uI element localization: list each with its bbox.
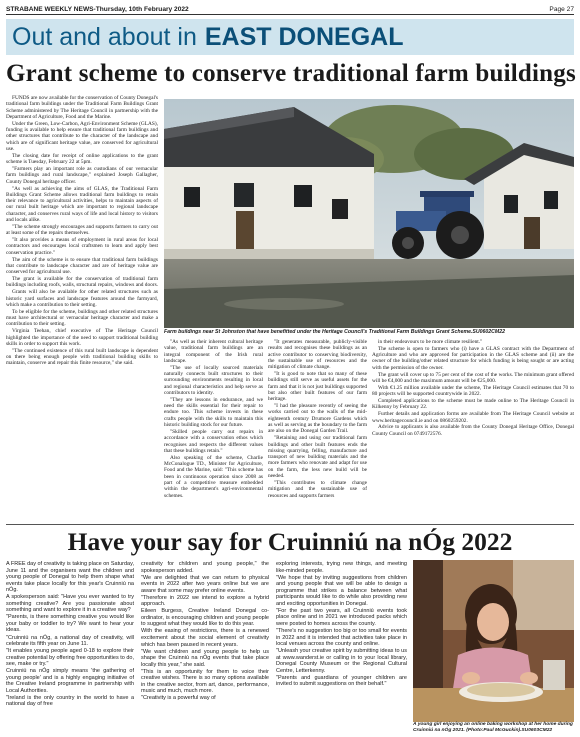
article2-headline: Have your say for Cruinniú na nÓg 2022	[67, 527, 513, 556]
paragraph: FUNDS are now available for the conservation of County Donegal's traditional farm buildings under the Traditional Farm Buildings Grant Scheme administered by The Heritage Council in partnership with the Department of Agriculture, Food and the Marine.	[6, 95, 158, 120]
paragraph: "This is an opportunity for them to voice their creative wishes. There is so many options available in the creative sector, from art, dance, performance, music and much, much more.	[141, 668, 269, 695]
masthead-title: STRABANE WEEKLY NEWS-Thursday, 10th February 2022	[6, 6, 189, 13]
article2-column-2	[141, 561, 269, 735]
paragraph: exploring interests, trying new things, and meeting like-minded people.	[276, 561, 407, 574]
paragraph: "It is good to note that so many of these buildings still serve as useful assets for the farm and that it is not just buildings supported but also other built features of our farm heritage.	[268, 371, 367, 403]
paragraph: The grant is available for the conservation of traditional farm buildings including roofs, walls, structural repairs, windows and doors.	[6, 276, 158, 289]
paragraph: "As well as achieving the aims of GLAS, the Traditional Farm Buildings Grant Scheme allows traditional farm buildings to retain their relevance to agricultural activities, helps to maintain aspects of our rural built heritage which are important to regional landscape character, and conserves rural ways of life and local history to visitors and locals alike.	[6, 185, 158, 224]
paragraph: A spokesperson said: "Have you ever wanted to try something creative? Are you passionate about something and want to explore it in a creative way?	[6, 594, 134, 614]
paragraph: With €1.25 million available under the scheme, The Heritage Council estimates that 70 to 80 projects will be supported countrywide in 2022.	[372, 384, 574, 398]
paragraph: creativity for children and young people," the spokesperson added.	[141, 561, 269, 574]
paragraph: "Skilled people carry out repairs in accordance with a conservation ethos which recognises and respects the different values that these buildings retain."	[164, 428, 263, 454]
paragraph: A FREE day of creativity is taking place on Saturday, June 11 and the organisers want the children and young people of Donegal to help them shape what events take place locally for this year's Cruinniú na nÓg.	[6, 561, 134, 594]
baking-workshop-photo	[413, 560, 574, 722]
article-divider	[6, 524, 574, 525]
paragraph: Cruinniú na nÓg simply means 'the gathering of young people' and is a highly engaging initiative of the Creative Ireland programme in partnership with Local Authorities.	[6, 668, 134, 694]
article2-photo-caption: A young girl enjoying an online baking workshop at her home during Cruinniú na nÓg 2021. (Photo:Paul McGuckin).SU0603CM22	[413, 722, 573, 733]
paragraph: "Retaining and using our traditional farm buildings and other built features ends the missing quarrying, felling, manufacture and transport of new building materials and the more farmers who renovate and adapt for use on the farm, the less new build will be needed.	[268, 435, 367, 480]
paragraph: "It generates measurable, publicly-visible results and recognises these buildings as an active contributor to conserving biodiversity, the sustainable use of resources and the mitigation of climate change.	[268, 339, 367, 371]
paragraph: Also speaking of the scheme, Charlie McConalogue TD., Minister for Agriculture, Food and the Marine, said: "This scheme has been in continuous operation since 2008 as part of a competitive measure embedded within the department's agri-environmental schemes.	[164, 454, 263, 499]
paragraph: The grant will cover up to 75 per cent of the cost of the works. The minimum grant offered will be €4,000 and the maximum amount will be €25,000.	[372, 371, 574, 384]
paragraph: in their endeavours to be more climate resilient."	[378, 339, 483, 345]
paragraph: "Parents, is there something creative you would like your baby or toddler to try? We want to hear your ideas.	[6, 614, 134, 634]
paragraph: Advice to applicants is also available from the County Donegal Heritage Office, Donegal County Council on 0749172576.	[372, 424, 574, 437]
paragraph: Under the Green, Low-Carbon, Agri-Environment Scheme (GLAS), funding is available to help ensure that traditional farm buildings and other structures that contribute to the character of the landscape and which are of significant heritage value, are conserved for agricultural use.	[6, 120, 158, 152]
article1-column-1	[6, 95, 158, 521]
paragraph: "The scheme strongly encourages and supports farmers to carry out at least some of the repairs themselves.	[6, 223, 158, 237]
paragraph: With the easing of restrictions, there is a renewed excitement about the social element of creativity which has been paused in recent years.	[141, 628, 269, 648]
paragraph: Completed applications to the scheme must be made online to The Heritage Council in Kilkenny by February 22.	[372, 398, 574, 411]
paragraph: Grants will also be available for other related structures such as historic yard surfaces and landscape features around the farmyard, which make a contribution to their setting.	[6, 289, 158, 308]
paragraph: The aim of the scheme is to ensure that traditional farm buildings that contribute to landscape character and are of heritage value are conserved for agricultural use.	[6, 256, 158, 276]
article1-headline: Grant scheme to conserve traditional farm buildings	[6, 60, 576, 87]
article1-photo-caption: Farm buildings near St Johnston that have benefitted under the Heritage Council's Traditional Farm Buildings Grant Scheme.SU0602CM22	[164, 329, 505, 335]
paragraph: The closing date for receipt of online applications to the grant scheme is Tuesday, February 22 at 5pm.	[6, 152, 158, 166]
paragraph: To be eligible for the scheme, buildings and other related structures must have architectural or vernacular heritage character and make a contribution to their setting.	[6, 308, 158, 328]
paragraph: "It enables young people aged 0-18 to explore their creative potential by offering free opportunities to do, see, make or try."	[6, 648, 134, 668]
paragraph: "There's no suggestion too big or too small for events in 2022 and it is intended that activities take place in local venues across the county and online.	[276, 627, 407, 648]
paragraph: "The continued existence of this rural built landscape is dependent on there being enough people with traditional building skills to maintain, conserve and repair this finite resource," she said.	[6, 347, 158, 367]
paragraph: "We are delighted that we can return to physical events in 2022 after two years online but we are aware that some may prefer online events.	[141, 574, 269, 594]
article1-column-4	[372, 339, 574, 522]
section-banner	[6, 19, 574, 55]
farm-buildings-photo	[164, 99, 574, 328]
article1-column-2	[164, 339, 263, 522]
paragraph: "It also provides a means of employment in rural areas for local contractors and encourages local craftsmen to learn and apply best conservation practice."	[6, 237, 158, 256]
paragraph: "Unleash your creative spirit by submitting ideas to us at www.wanderst.ie or calling in to your local library, Donegal County Museum or the Regional Cultural Centre, Letterkenny.	[276, 648, 407, 674]
paragraph: "They are lessons in endurance, and we need the skills essential for their repair to endure too. This scheme invests in these crafts people with the skills to maintain this historic building stock for our future.	[164, 396, 263, 429]
paragraph: "We want children and young people to help us shape the Cruinniú na nÓg events that take place locally this year," she said.	[141, 648, 269, 668]
paragraph: "As well as their inherent cultural heritage value, traditional farm buildings are an integral component of the Irish rural landscape.	[164, 339, 263, 364]
paragraph: "Farmers play an important role as custodians of our vernacular farm buildings and rural landscape," explained Joseph Gallagher, County Donegal heritage officer.	[6, 166, 158, 185]
paragraph: "We hope that by inviting suggestions from children and young people that we will be able to design a programme that strikes a balance between what participants would like to do while also providing new and exciting opportunities in Donegal.	[276, 574, 407, 607]
article2-column-1	[6, 561, 134, 735]
paragraph: "Ireland is the only country in the world to have a national day of free	[6, 694, 134, 708]
paragraph: Further details and application forms are available from The Heritage Council website at www.heritagecouncil.ie and on 0860259202.	[372, 411, 574, 424]
article2-column-3	[276, 561, 407, 735]
section-title-light: Out and about in	[12, 22, 197, 51]
paragraph: "I had the pleasure recently of seeing the works carried out to the walls of the mid-eighteenth century Drumore Gardens which as well as serving as the boundary to the farm are also on the Donegal Garden Trail.	[268, 403, 367, 435]
paragraph: Eileen Burgess, Creative Ireland Donegal co-ordinator, is encouraging children and young people to suggest what they would like to do this year.	[141, 608, 269, 628]
paragraph: "Therefore in 2022 we intend to explore a hybrid approach.	[141, 594, 269, 608]
paragraph: "The use of locally sourced materials naturally connects built structures to their surrounding environments resulting in local and regional characteristics and help serve as contributors to identity.	[164, 364, 263, 396]
paragraph: Virginia Teehan, chief executive of The Heritage Council highlighted the importance of the need to support traditional building skills in order to support this work.	[6, 328, 158, 347]
paragraph: "This contributes to climate change mitigation and the sustainable use of resources and supports farmers	[268, 479, 367, 499]
paragraph: "For the past two years, all Cruinniú events took place online and in 2021 we introduced packs which were posted to homes across the county.	[276, 607, 407, 627]
paragraph: "Creativity is a powerful way of	[141, 695, 216, 702]
section-title-strong: EAST DONEGAL	[204, 22, 404, 51]
article1-column-3	[268, 339, 367, 522]
masthead	[6, 3, 574, 15]
paragraph: The scheme is open to farmers who (i) have a GLAS contract with the Department of Agriculture and who are approved for participation in the GLAS scheme and (ii) are the owner of the building/other related structure for which funding is being sought or are acting with the permission of the owner.	[372, 345, 574, 371]
paragraph: "Parents and guardians of younger children are invited to submit suggestions on their behalf."	[276, 674, 407, 688]
page-number: Page 27	[549, 6, 574, 13]
paragraph: "Cruinniú na nÓg, a national day of creativity, will celebrate its fifth year on June 11.	[6, 634, 134, 648]
